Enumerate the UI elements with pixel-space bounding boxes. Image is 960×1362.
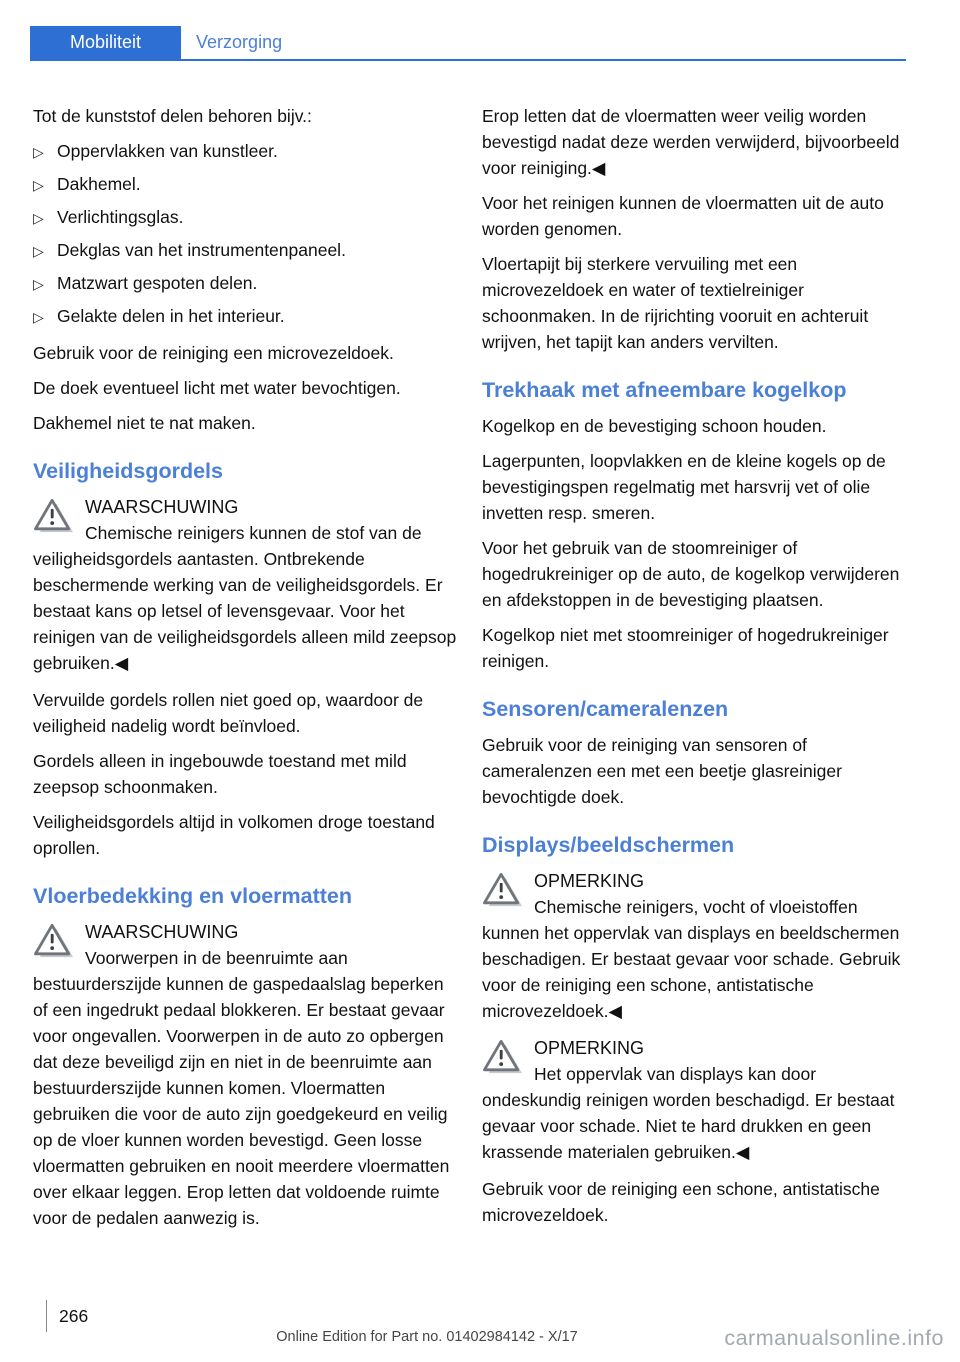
warning-label: WAARSCHUWING [85, 922, 239, 942]
section-heading-trekhaak: Trekhaak met afneembare kogelkop [482, 378, 847, 402]
note-label: OPMERKING [534, 1038, 645, 1058]
page-header [0, 0, 960, 61]
edition-note: Online Edition for Part no. 01402984142 - X/17 [276, 1329, 578, 1345]
paragraph: Gebruik voor de reiniging een microvezeldoek. [33, 343, 394, 363]
paragraph: Voor het reinigen kunnen de vloermatten uit de auto worden genomen. [482, 193, 884, 239]
list-item-text: Oppervlakken van kunstleer. [57, 141, 278, 161]
paragraph: De doek eventueel licht met water bevochtigen. [33, 378, 401, 398]
paragraph: Lagerpunten, loopvlakken en de kleine kogels op de bevestigingspen regelmatig met harsvrij vet of olie invetten resp. smeren. [482, 451, 886, 523]
list-item [33, 270, 457, 297]
paragraph: Veiligheidsgordels altijd in volkomen droge toestand oprollen. [33, 812, 435, 858]
notice-icon [482, 1038, 524, 1076]
note-text: Het oppervlak van displays kan door ondeskundig reinigen worden beschadigd. Er bestaat gevaar voor schade. Niet te hard drukken en geen krassende materialen gebruiken.◀ [482, 1064, 895, 1162]
note-text: Chemische reinigers, vocht of vloeistoffen kunnen het oppervlak van displays en beeldschermen beschadigen. Er bestaat gevaar voor schade. Gebruik voor de reiniging een schone, antistatische microvezeldoek.◀ [482, 897, 901, 1021]
section-heading-displays: Displays/beeldschermen [482, 833, 735, 857]
list-item-text: Gelakte delen in het interieur. [57, 306, 285, 326]
right-column [482, 103, 906, 1242]
section-label-verzorging: Verzorging [196, 32, 283, 52]
content-columns [0, 61, 960, 1242]
section-heading-veiligheidsgordels: Veiligheidsgordels [33, 459, 223, 483]
list-item-text: Verlichtingsglas. [57, 207, 184, 227]
list-item-text: Matzwart gespoten delen. [57, 273, 258, 293]
list-item-text: Dekglas van het instrumentenpaneel. [57, 240, 346, 260]
list-item [33, 237, 457, 264]
note-box [482, 1035, 906, 1165]
paragraph: Dakhemel niet te nat maken. [33, 413, 256, 433]
page-number: 266 [46, 1300, 88, 1332]
paragraph: Gebruik voor de reiniging van sensoren of cameralenzen een met een beetje glasreiniger bevochtigde doek. [482, 735, 842, 807]
triangle-bullet-icon: ▷ [33, 309, 44, 325]
triangle-bullet-icon: ▷ [33, 144, 44, 160]
note-label: OPMERKING [534, 871, 645, 891]
tab-mobiliteit: Mobiliteit [30, 26, 181, 59]
list-item [33, 204, 457, 231]
note-box [482, 868, 906, 1024]
triangle-bullet-icon: ▷ [33, 243, 44, 259]
left-column [33, 103, 457, 1242]
paragraph: Voor het gebruik van de stoomreiniger of hogedrukreiniger op de auto, de kogelkop verwijderen en afdekstoppen in de bevestiging plaatsen. [482, 538, 900, 610]
section-heading-sensoren: Sensoren/cameralenzen [482, 697, 729, 721]
notice-icon [482, 871, 524, 909]
triangle-bullet-icon: ▷ [33, 276, 44, 292]
paragraph: Gebruik voor de reiniging een schone, antistatische microvezeldoek. [482, 1179, 880, 1225]
warning-icon [33, 922, 75, 960]
list-item [33, 303, 457, 330]
paragraph: Tot de kunststof delen behoren bijv.: [33, 106, 312, 126]
triangle-bullet-icon: ▷ [33, 177, 44, 193]
paragraph: Erop letten dat de vloermatten weer veilig worden bevestigd nadat deze werden verwijderd, bijvoorbeeld voor reiniging.◀ [482, 106, 900, 178]
header-tabs-row [30, 26, 906, 59]
list-item [33, 138, 457, 165]
warning-box [33, 494, 457, 676]
section-heading-vloerbedekking: Vloerbedekking en vloermatten [33, 884, 353, 908]
paragraph: Kogelkop niet met stoomreiniger of hogedrukreiniger reinigen. [482, 625, 889, 671]
warning-text: Voorwerpen in de beenruimte aan bestuurderszijde kunnen de gaspedaalslag beperken of een ingedrukt pedaal blokkeren. Er bestaat gevaar voor ongevallen. Voorwerpen in de auto zo opbergen dat deze beveiligd zijn en niet in de beenruimte aan bestuurderszijde kunnen komen. Vloermatten gebruiken die voor de auto zijn goedgekeurd en veilig op de vloer kunnen worden bevestigd. Geen losse vloermatten gebruiken en nooit meerdere vloermatten over elkaar leggen. Erop letten dat voldoende ruimte voor de pedalen aanwezig is. [33, 948, 450, 1228]
list-item-text: Dakhemel. [57, 174, 141, 194]
paragraph: Kogelkop en de bevestiging schoon houden. [482, 416, 827, 436]
list-item [33, 171, 457, 198]
warning-label: WAARSCHUWING [85, 497, 239, 517]
triangle-bullet-icon: ▷ [33, 210, 44, 226]
paragraph: Vervuilde gordels rollen niet goed op, waardoor de veiligheid nadelig wordt beïnvloed. [33, 690, 424, 736]
paragraph: Vloertapijt bij sterkere vervuiling met een microvezeldoek en water of textielreiniger schoonmaken. In de rijrichting vooruit en achteruit wrijven, het tapijt kan anders vervilten. [482, 254, 869, 352]
warning-icon [33, 497, 75, 535]
plastic-parts-list [33, 138, 457, 330]
paragraph: Gordels alleen in ingebouwde toestand met mild zeepsop schoonmaken. [33, 751, 407, 797]
warning-box [33, 919, 457, 1231]
watermark: carmanualsonline.info [724, 1326, 944, 1350]
page-footer [0, 1282, 960, 1362]
warning-text: Chemische reinigers kunnen de stof van de veiligheidsgordels aantasten. Ontbrekende beschermende werking van de veiligheidsgordels. Er bestaat kans op letsel of levensgevaar. Voor het reinigen van de veiligheidsgordels alleen mild zeepsop gebruiken.◀ [33, 523, 457, 673]
